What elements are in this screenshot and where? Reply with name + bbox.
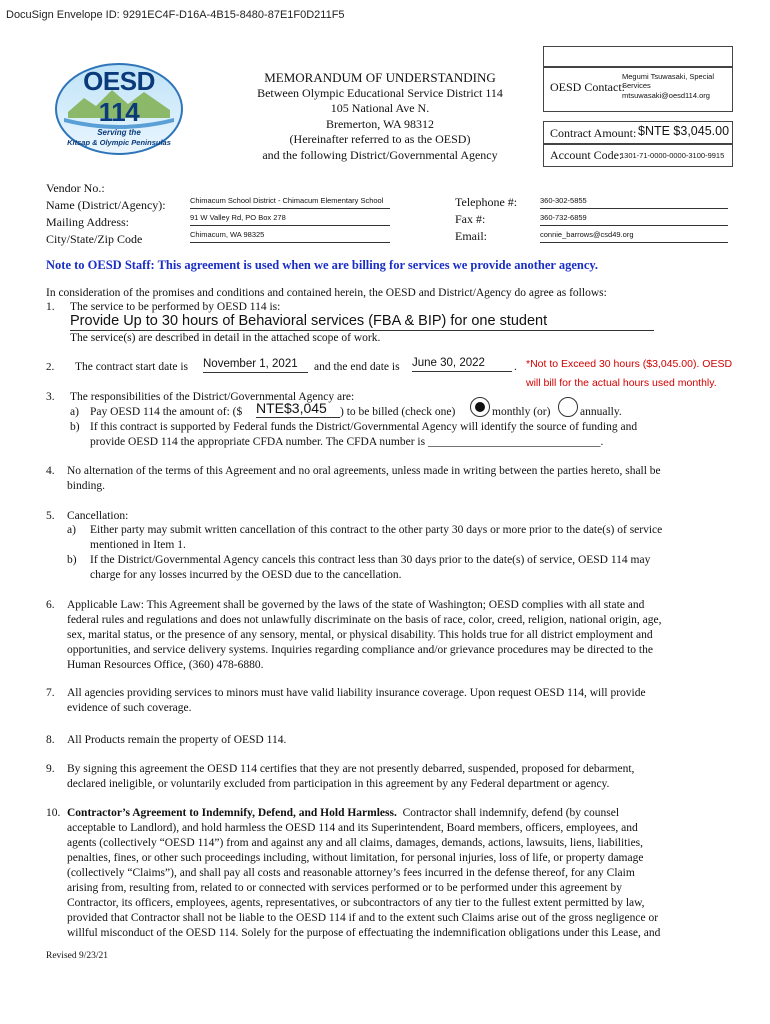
item-6-number: 6. [46, 599, 55, 611]
memo-line-5: and the following District/Governmental Agency [262, 147, 498, 162]
amount-box [543, 121, 733, 145]
monthly-label: monthly (or) [492, 406, 551, 418]
item-5b-line-1: If the District/Governmental Agency cancels this contract less than 30 days prior to the date(s) of service, OESD 114 may [90, 554, 651, 566]
amount-label: Contract Amount: [550, 126, 637, 140]
item-4-number: 4. [46, 465, 55, 477]
city-field[interactable]: Chimacum, WA 98325 [190, 227, 390, 243]
item-3-number: 3. [46, 391, 55, 403]
item-4-line-2: binding. [67, 480, 106, 492]
memo-line-1: Between Olympic Educational Service District 114 [257, 85, 503, 100]
item-1-text: The service to be performed by OESD 114 is: [70, 301, 281, 313]
item-3a-letter: a) [70, 406, 79, 418]
item-10-line-8: provided that Contractor shall not be liable to the OESD 114 if and to the extent such Claims arise out of the gross negligence or [67, 912, 659, 924]
item-9-line-2: declared ineligible, or voluntarily excluded from participation in this agreement by any Federal department or agency. [67, 778, 610, 790]
logo-tagline-1: Serving the [97, 128, 141, 137]
item-3a-pre: Pay OESD 114 the amount of: ($ [90, 406, 243, 418]
mailing-field[interactable]: 91 W Valley Rd, PO Box 278 [190, 210, 390, 226]
envelope-id: DocuSign Envelope ID: 9291EC4F-D16A-4B15-8480-87E1F0D211F5 [6, 9, 345, 21]
item-9-line-1: By signing this agreement the OESD 114 certifies that they are not presently debarred, suspended, proposed for debarment, [67, 763, 635, 775]
item-4-line-1: No alternation of the terms of this Agreement and no oral agreements, unless made in writing between the parties hereto, shall be [67, 465, 661, 477]
item-6-line-1: Applicable Law: This Agreement shall be governed by the laws of the state of Washington; OESD complies with all state and [67, 599, 645, 611]
email-label: Email: [455, 229, 487, 243]
item-5a-line-2: mentioned in Item 1. [90, 539, 186, 551]
account-field[interactable]: 1301-71-0000-0000-3100-9915 [620, 151, 725, 160]
item-5a-line-1: Either party may submit written cancellation of this contract to the other party 30 days or more prior to the date(s) of service [90, 524, 663, 536]
memo-line-2: 105 National Ave N. [330, 101, 430, 115]
vendor-no-label: Vendor No.: [46, 181, 105, 195]
nte-note-line-1: *Not to Exceed 30 hours ($3,045.00). OESD [526, 358, 733, 370]
item-10-line-3: agents (collectively “OESD 114”) from and against any and all claims, damages, demands, actions, lawsuits, liens, liabilities, [67, 837, 644, 849]
start-date-field[interactable]: November 1, 2021 [203, 356, 308, 373]
item-3a-post: ) to be billed (check one) [340, 406, 456, 418]
item-5a-letter: a) [67, 524, 76, 536]
item-10-line-4: penalties, fines, or other such proceedings including, without limitation, for personal injuries, loss of life, or property damage [67, 852, 644, 864]
item-10-line-1 [67, 806, 619, 821]
account-label: Account Code: [550, 148, 623, 162]
fax-label: Fax #: [455, 212, 486, 226]
memo-line-4: (Hereinafter referred to as the OESD) [289, 132, 471, 146]
contact-box [543, 66, 733, 112]
item-10-line-5: (collectively “Claims”), and shall pay all costs and reasonable attorney’s fees incurred in the defense thereof, for any Claim [67, 867, 635, 879]
name-label: Name (District/Agency): [46, 198, 166, 212]
logo-tagline-2: Kitsap & Olympic Peninsulas [67, 138, 171, 147]
item-8-number: 8. [46, 734, 55, 746]
phone-field[interactable]: 360-302-5855 [540, 193, 728, 209]
item-6-line-3: sex, marital status, or the presence of any sensory, mental, or physical disability. This holds true for all district employment and [67, 629, 653, 641]
item-5b-line-2: charge for any losses incurred by the OESD due to the cancellation. [90, 569, 402, 581]
item-6-line-5: Human Resources Office, (360) 478-6880. [67, 659, 264, 671]
item-7-number: 7. [46, 687, 55, 699]
contact-label: OESD Contact: [550, 80, 625, 94]
phone-label: Telephone #: [455, 195, 518, 209]
item-6-line-2: federal rules and regulations and does not unlawfully discriminate on the basis of race, color, creed, religion, national origin, age, [67, 614, 662, 626]
item-1-number: 1. [46, 301, 55, 313]
item-3-text: The responsibilities of the District/Governmental Agency are: [70, 391, 355, 403]
staff-note: Note to OESD Staff: This agreement is used when we are billing for services we provide another agency. [46, 258, 599, 272]
indemnify-heading: Contractor’s Agreement to Indemnify, Defend, and Hold Harmless. [67, 807, 397, 819]
oesd-logo [54, 62, 184, 156]
item-2-pre: The contract start date is [75, 361, 189, 373]
monthly-radio[interactable] [470, 397, 490, 417]
item-2-mid: and the end date is [314, 361, 400, 373]
item-8-line-1: All Products remain the property of OESD 114. [67, 734, 287, 746]
city-label: City/State/Zip Code [46, 232, 143, 246]
item-10-line-7: Contractor, its officers, employees, agents, representatives, or subcontractors of any tier to the fullest extent permitted by law, [67, 897, 645, 909]
item-10-line-9: willful misconduct of the OESD 114. Solely for the purpose of effectuating the indemnification obligations under this Lease, and [67, 927, 661, 939]
email-field[interactable]: connie_barrows@csd49.org [540, 227, 728, 243]
contact-name[interactable]: Megumi Tsuwasaki, Special Services [622, 72, 714, 90]
amount-paid-field[interactable]: NTE$3,045 [256, 400, 340, 418]
item-5b-letter: b) [67, 554, 77, 566]
service-field[interactable]: Provide Up to 30 hours of Behavioral services (FBA & BIP) for one student [70, 313, 654, 331]
item-10-line-2: acceptable to Landlord), and hold harmless the OESD 114 and its Superintendent, Board members, officers, employees, and [67, 822, 638, 834]
logo-name: OESD 114 [83, 66, 155, 127]
item-10-line-1-text: Contractor shall indemnify, defend (by counsel [402, 807, 620, 819]
item-1-sub: The service(s) are described in detail in the attached scope of work. [70, 332, 381, 344]
item-6-line-4: opportunities, and service delivery systems. Inquiries regarding compliance and/or grievance procedures may be directed to the [67, 644, 653, 656]
end-date-field[interactable]: June 30, 2022 [412, 355, 512, 372]
annually-label: annually. [580, 406, 622, 418]
revised-date: Revised 9/23/21 [46, 951, 109, 961]
name-field[interactable]: Chimacum School District - Chimacum Elementary School [190, 193, 390, 209]
item-2-number: 2. [46, 361, 55, 373]
item-2-dot: . [514, 361, 517, 373]
nte-note-line-2: will bill for the actual hours used monthly. [526, 377, 717, 389]
annually-radio[interactable] [558, 397, 578, 417]
item-3b-letter: b) [70, 421, 80, 433]
account-box [543, 143, 733, 167]
item-3b-line-2: provide OESD 114 the appropriate CFDA number. The CFDA number is ______________________________. [90, 436, 604, 448]
amount-field[interactable]: $NTE $3,045.00 [638, 124, 730, 138]
contact-box-top [543, 46, 733, 68]
contact-email[interactable]: mtsuwasaki@oesd114.org [622, 91, 710, 100]
item-9-number: 9. [46, 763, 55, 775]
item-7-line-1: All agencies providing services to minors must have valid liability insurance coverage. Upon request OESD 114, will provide [67, 687, 646, 699]
memo-header [230, 70, 530, 163]
item-5-number: 5. [46, 510, 55, 522]
item-7-line-2: evidence of such coverage. [67, 702, 192, 714]
item-5-text: Cancellation: [67, 510, 129, 522]
item-10-number: 10. [46, 807, 61, 819]
item-10-line-6: arising from, resulting from, related to or connected with services performed or to be performed under this agreement by [67, 882, 623, 894]
fax-field[interactable]: 360-732-6859 [540, 210, 728, 226]
intro-text: In consideration of the promises and conditions and contained herein, the OESD and District/Agency do agree as follows: [46, 287, 607, 299]
vendor-labels [46, 180, 166, 248]
mailing-label: Mailing Address: [46, 215, 129, 229]
memo-line-3: Bremerton, WA 98312 [325, 116, 435, 131]
item-3b-line-1: If this contract is supported by Federal funds the District/Governmental Agency will identify the source of funding and [90, 421, 638, 433]
memo-title: MEMORANDUM OF UNDERSTANDING [264, 70, 496, 85]
